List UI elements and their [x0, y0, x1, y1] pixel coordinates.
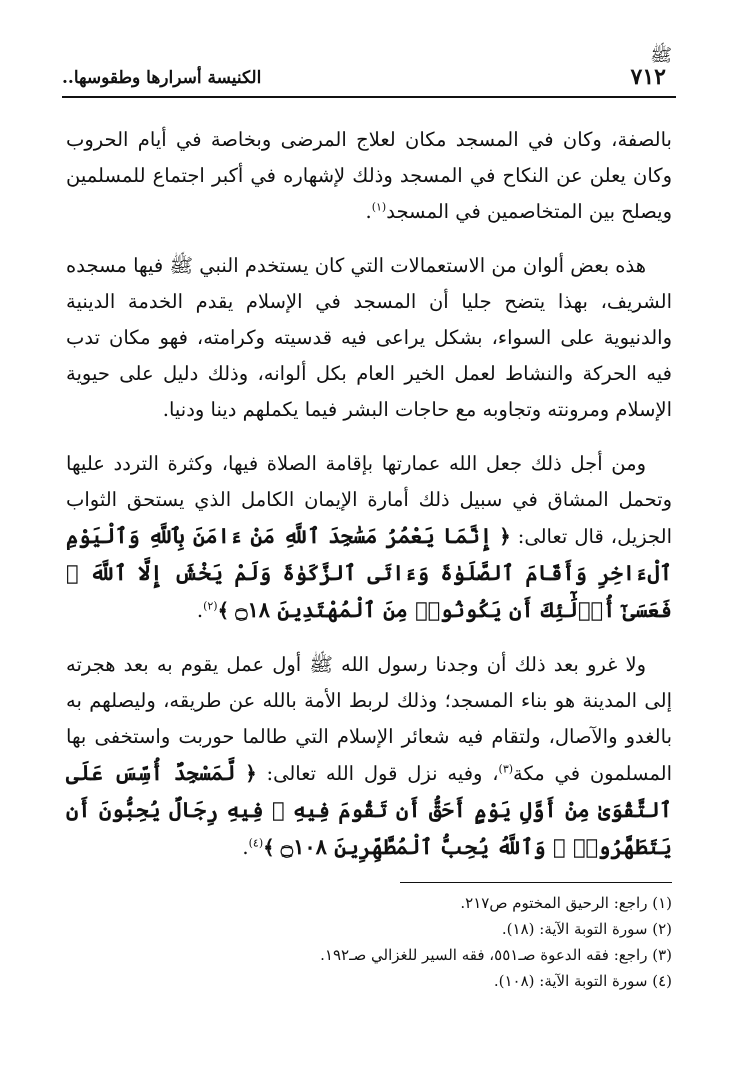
paragraph-3: [66, 446, 672, 629]
paragraph-4-tail: .: [242, 836, 249, 859]
verse-open-bracket: ﴿: [245, 762, 257, 785]
footnote-ref-4: (٤): [248, 836, 264, 850]
running-title: الكنيسة أسرارها وطقوسها..: [62, 68, 262, 88]
footnote-divider: [400, 882, 672, 883]
page-body: [66, 122, 672, 884]
paragraph-4-text-1: ولا غرو بعد ذلك أن وجدنا رسول الله ﷺ أول عمل يقوم به بعد هجرته إلى المدينة هو بناء المسجد؛ وذلك لربط الأمة بالله عن طريقه، وليصلهم به بالغدو والآصال، ولتقام فيه شعائر الإسلام التي طالما حوربت واستخفى بها المسلمون في مكة: [66, 653, 673, 785]
paragraph-2: [66, 248, 672, 428]
verse-open-bracket: ﴿: [499, 525, 511, 548]
quran-verse-2: لَّمَسْجِدٌ أُسِّسَ عَلَى ٱلتَّقْوَىٰ مِنْ أَوَّلِ يَوْمٍ أَحَقُّ أَن تَقُومَ فِيهِ ۚ فِيهِ رِجَالٌ يُحِبُّونَ أَن يَتَطَهَّرُوا۟ ۚ وَٱللَّهُ يُحِبُّ ٱلْمُطَّهِّرِينَ ۝١٠٨: [66, 760, 672, 859]
paragraph-1-text: بالصفة، وكان في المسجد مكان لعلاج المرضى وبخاصة في أيام الحروب وكان يعلن عن النكاح في المسجد وذلك لإشهاره في أكبر اجتماع للمسلمين ويصلح بين المتخاصمين في المسجد: [66, 128, 672, 223]
page-header: [62, 45, 676, 98]
paragraph-3-tail: .: [196, 599, 204, 622]
paragraph-2-text: هذه بعض ألوان من الاستعمالات التي كان يستخدم النبي ﷺ فيها مسجده الشريف، بهذا يتضح جليا أن المسجد في الإسلام يقدم الخدمة الدينية والدنيوية على السواء، بشكل يراعى فيه قدسيته وكرامته، فهو مكان تدب فيه الحركة والنشاط لعمل الخير العام بكل ألوانه، وذلك دليل على حيوية الإسلام ومرونته وتجاوبه مع حاجات البشر فيما يكملهم دينا ودنيا.: [66, 254, 672, 421]
footnotes: [66, 890, 672, 994]
quran-verse-1: إِنَّمَا يَعْمُرُ مَسَٰجِدَ ٱللَّهِ مَنْ ءَامَنَ بِٱللَّهِ وَٱلْيَوْمِ ٱلْءَاخِرِ وَأَقَامَ ٱلصَّلَوٰةَ وَءَاتَى ٱلزَّكَوٰةَ وَلَمْ يَخْشَ إِلَّا ٱللَّهَ ۖ فَعَسَىٰٓ أُو۟لَٰٓئِكَ أَن يَكُونُوا۟ مِنَ ٱلْمُهْتَدِينَ ۝١٨: [66, 523, 672, 622]
footnote-3: (٣) راجع: فقه الدعوة صـ٥٥١، فقه السير للغزالي صـ١٩٢.: [320, 946, 672, 964]
footnote-ref-3: (٣): [498, 762, 514, 776]
paragraph-4: [66, 647, 672, 866]
header-divider: [62, 96, 676, 98]
ornament-icon: ﷺ: [650, 45, 672, 66]
footnote-ref-2: (٢): [203, 599, 218, 613]
paragraph-4-text-2: ، وفيه نزل قول الله تعالى:: [266, 762, 499, 785]
verse-close-bracket: ﴾: [263, 836, 275, 859]
paragraph-1-tail: .: [365, 200, 372, 223]
footnote-4: (٤) سورة التوبة الآية: (١٠٨).: [493, 972, 672, 990]
page-number: ٧١٢: [630, 64, 666, 90]
paragraph-1: [66, 122, 672, 230]
paragraph-3-text: ومن أجل ذلك جعل الله عمارتها بإقامة الصلاة فيها، وكثرة التردد عليها وتحمل المشاق في سبيل ذلك أمارة الإيمان الكامل الذي يستحق الثواب الجزيل، قال تعالى:: [66, 452, 672, 548]
footnote-2: (٢) سورة التوبة الآية: (١٨).: [501, 920, 672, 938]
footnote-1: (١) راجع: الرحيق المختوم ص٢١٧.: [460, 894, 672, 912]
verse-close-bracket: ﴾: [217, 599, 230, 622]
footnote-ref-1: (١): [371, 200, 387, 214]
